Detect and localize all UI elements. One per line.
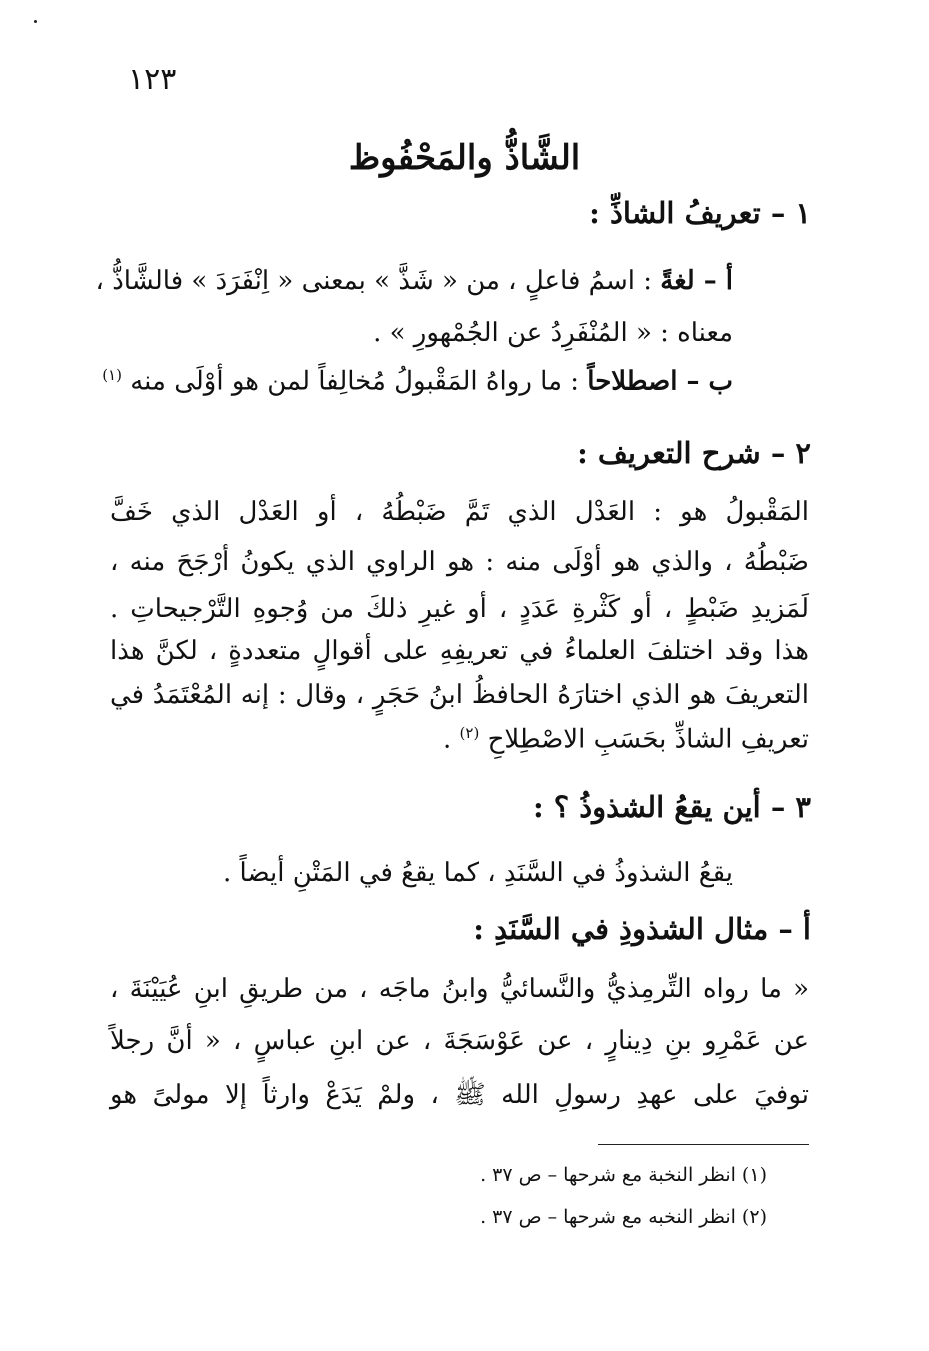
linguistic-definition bbox=[96, 266, 733, 296]
paragraph-line: يقعُ الشذوذُ في السَّنَدِ ، كما يقعُ في المَتْنِ أيضاً . bbox=[223, 858, 733, 888]
technical-definition bbox=[102, 366, 733, 397]
paragraph-line: « ما رواه التِّرمِذيُّ والنَّسائيُّ وابنُ ماجَه ، من طريقِ ابنِ عُيَيْنَةَ ، bbox=[110, 974, 809, 1004]
linguistic-text: : اسمُ فاعلٍ ، من « شَذَّ » بمعنى « اِنْفَرَدَ » فالشَّاذُّ ، bbox=[95, 266, 652, 296]
footnote-2: (٢) انظر النخبه مع شرحها – ص ٣٧ . bbox=[480, 1206, 767, 1228]
heading-explanation: ٢ – شرح التعريف : bbox=[577, 436, 811, 470]
footnote-ref-2: (٢) bbox=[459, 724, 480, 742]
linguistic-label: أ – لغةً bbox=[660, 266, 733, 296]
paragraph-line: هذا وقد اختلفَ العلماءُ في تعريفِهِ على أقوالٍ متعددةٍ ، لكنَّ هذا bbox=[110, 636, 809, 666]
technical-text: : ما رواهُ المَقْبولُ مُخالِفاً لمن هو أوْلَى منه bbox=[130, 366, 580, 397]
scan-speck bbox=[34, 20, 37, 23]
page-number: ١٢٣ bbox=[128, 62, 177, 97]
footnote-separator bbox=[598, 1144, 809, 1145]
paragraph-line: ضَبْطُهُ ، والذي هو أوْلَى منه : هو الراوي الذي يكونُ أرْجَحَ منه ، bbox=[110, 547, 809, 577]
heading-where: ٣ – أين يقعُ الشذوذُ ؟ : bbox=[532, 790, 811, 824]
footnote-ref-1: (١) bbox=[102, 366, 122, 384]
paragraph-line: التعريفَ هو الذي اختارَهُ الحافظُ ابنُ حَجَرٍ ، وقال : إنه المُعْتَمَدُ في bbox=[110, 680, 809, 710]
paragraph-line-text: تعريفِ الشاذِّ بحَسَبِ الاصْطِلاحِ bbox=[487, 724, 809, 755]
period: . bbox=[443, 724, 452, 755]
subheading-example: أ – مثال الشذوذِ في السَّنَدِ : bbox=[473, 912, 811, 946]
footnote-1: (١) انظر النخبة مع شرحها – ص ٣٧ . bbox=[480, 1164, 767, 1186]
paragraph-line: توفيَ على عهدِ رسولِ الله ﷺ ، ولمْ يَدَعْ وارثاً إلا مولىً هو bbox=[110, 1080, 809, 1110]
paragraph-line: عن عَمْرِو بنِ دِينارٍ ، عن عَوْسَجَةَ ، عن ابنِ عباسٍ ، « أنَّ رجلاً bbox=[110, 1026, 810, 1056]
paragraph-line: المَقْبولُ هو : العَدْل الذي تَمَّ ضَبْطُهُ ، أو العَدْل الذي خَفَّ bbox=[110, 497, 809, 527]
paragraph-line: لَمَزيدِ ضَبْطٍ ، أو كَثْرةِ عَدَدٍ ، أو غيرِ ذلكَ من وُجوهِ التَّرْجيحاتِ . bbox=[110, 594, 809, 624]
paragraph-line bbox=[443, 724, 809, 755]
linguistic-meaning: معناه : « المُنْفَرِدُ عن الجُمْهورِ » . bbox=[373, 318, 733, 348]
chapter-title: الشَّاذُّ والمَحْفُوظ bbox=[348, 138, 581, 178]
technical-label: ب – اصطلاحاً bbox=[587, 366, 733, 397]
heading-definition: ١ – تعريفُ الشاذِّ : bbox=[589, 196, 811, 230]
